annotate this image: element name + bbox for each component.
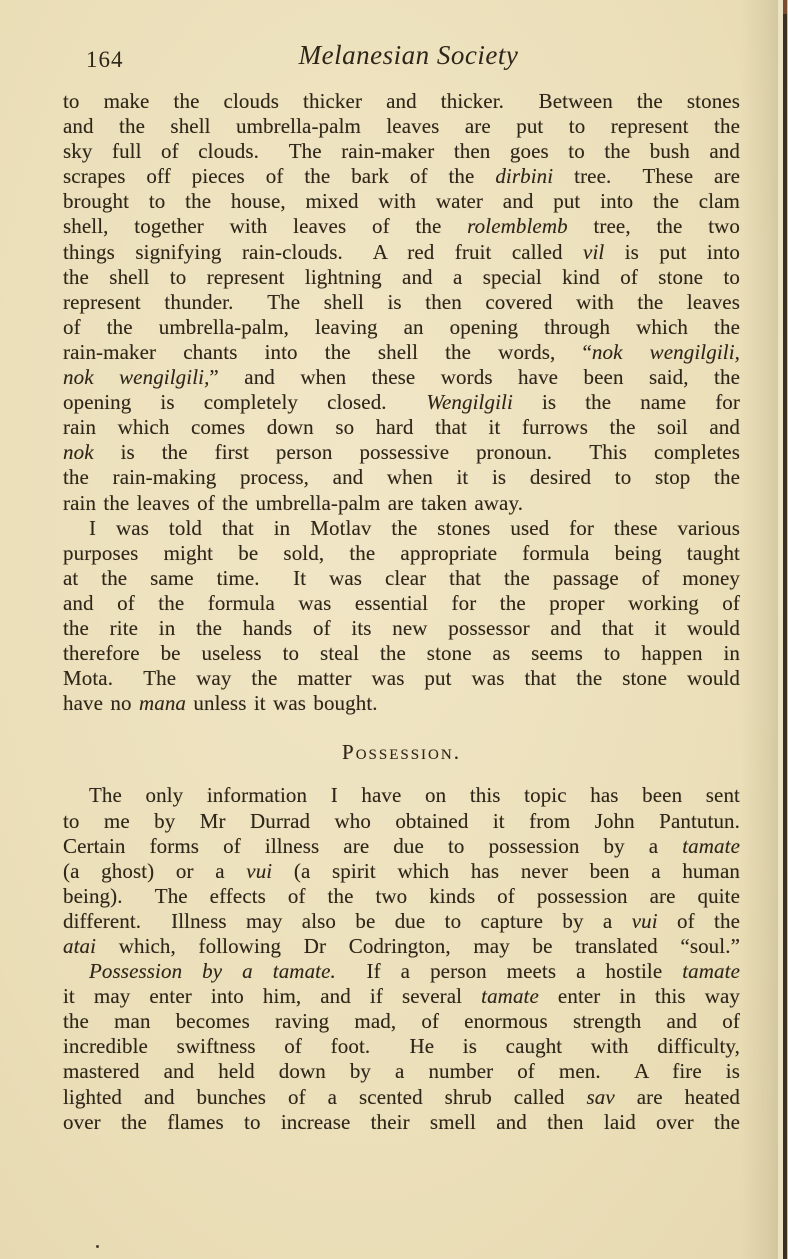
text-line: shell, together with leaves of the rolemblemb tree, the two (63, 214, 740, 239)
text-line: at the same time. It was clear that the passage of money (63, 565, 740, 590)
text-line: over the flames to increase their smell and then laid over the (63, 1109, 740, 1134)
text-line: being). The effects of the two kinds of possession are quite (63, 883, 740, 908)
text-line: opening is completely closed. Wengilgili is the name for (63, 390, 740, 415)
corner-mark (783, 0, 787, 14)
running-title: Melanesian Society (298, 40, 519, 70)
page-header (63, 40, 740, 80)
text-line: I was told that in Motlav the stones used for these various (89, 515, 740, 540)
text-line: nok wengilgili,” and when these words have been said, the (63, 365, 740, 390)
book-edge-line (783, 0, 787, 1259)
text-line: mastered and held down by a number of men. A fire is (63, 1059, 740, 1084)
text-line: Certain forms of illness are due to possession by a tamate (63, 833, 740, 858)
text-line: brought to the house, mixed with water and put into the clam (63, 189, 740, 214)
text-block (63, 89, 740, 1135)
text-line: represent thunder. The shell is then covered with the leaves (63, 289, 740, 314)
text-line: rain which comes down so hard that it furrows the soil and (63, 415, 740, 440)
text-line: different. Illness may also be due to capture by a vui of the (63, 908, 740, 933)
paragraph-stones-sold (63, 516, 740, 717)
text-line: rain the leaves of the umbrella-palm are taken away. (63, 490, 524, 515)
text-line: therefore be useless to steal the stone as seems to happen in (63, 641, 740, 666)
text-line: incredible swiftness of foot. He is caught with difficulty, (63, 1034, 740, 1059)
ink-speck (96, 1245, 99, 1248)
paragraph-rain-making (63, 89, 740, 516)
text-line: Possession by a tamate. If a person meets a hostile tamate (89, 959, 741, 984)
text-line: of the umbrella-palm, leaving an opening through which the (63, 314, 740, 339)
text-line: atai which, following Dr Codrington, may be translated “soul.” (63, 934, 740, 958)
text-line: lighted and bunches of a scented shrub called sav are heated (63, 1084, 740, 1109)
text-line: scrapes off pieces of the bark of the dirbini tree. These are (63, 164, 740, 189)
paragraph-possession-intro (63, 783, 740, 959)
text-line: rain-maker chants into the shell the words, “nok wengilgili, (63, 339, 740, 364)
paragraph-possession-by-tamate (63, 959, 740, 1135)
text-line: and the shell umbrella-palm leaves are put to represent the (63, 114, 740, 139)
text-line: The only information I have on this topic has been sent (89, 783, 740, 808)
text-line: purposes might be sold, the appropriate formula being taught (63, 540, 740, 565)
section-heading: Possession. (342, 740, 461, 765)
text-line: have no mana unless it was bought. (63, 691, 378, 716)
text-line: Mota. The way the matter was put was that the stone would (63, 666, 740, 691)
page-number: 164 (86, 47, 124, 72)
text-line: to me by Mr Durrad who obtained it from John Pantutun. (63, 808, 740, 833)
text-line: things signifying rain-clouds. A red fruit called vil is put into (63, 239, 740, 264)
text-line: to make the clouds thicker and thicker. Between the stones (63, 89, 740, 113)
text-line: it may enter into him, and if several tamate enter in this way (63, 984, 741, 1009)
text-line: and of the formula was essential for the proper working of (63, 590, 740, 615)
text-line: nok is the first person possessive pronoun. This completes (63, 440, 740, 465)
text-line: (a ghost) or a vui (a spirit which has never been a human (63, 858, 740, 883)
text-line: the rite in the hands of its new possessor and that it would (63, 615, 740, 640)
text-line: the shell to represent lightning and a special kind of stone to (63, 264, 740, 289)
text-line: sky full of clouds. The rain-maker then goes to the bush and (63, 139, 740, 164)
text-line: the man becomes raving mad, of enormous strength and of (63, 1009, 740, 1034)
text-line: the rain-making process, and when it is desired to stop the (63, 465, 740, 490)
